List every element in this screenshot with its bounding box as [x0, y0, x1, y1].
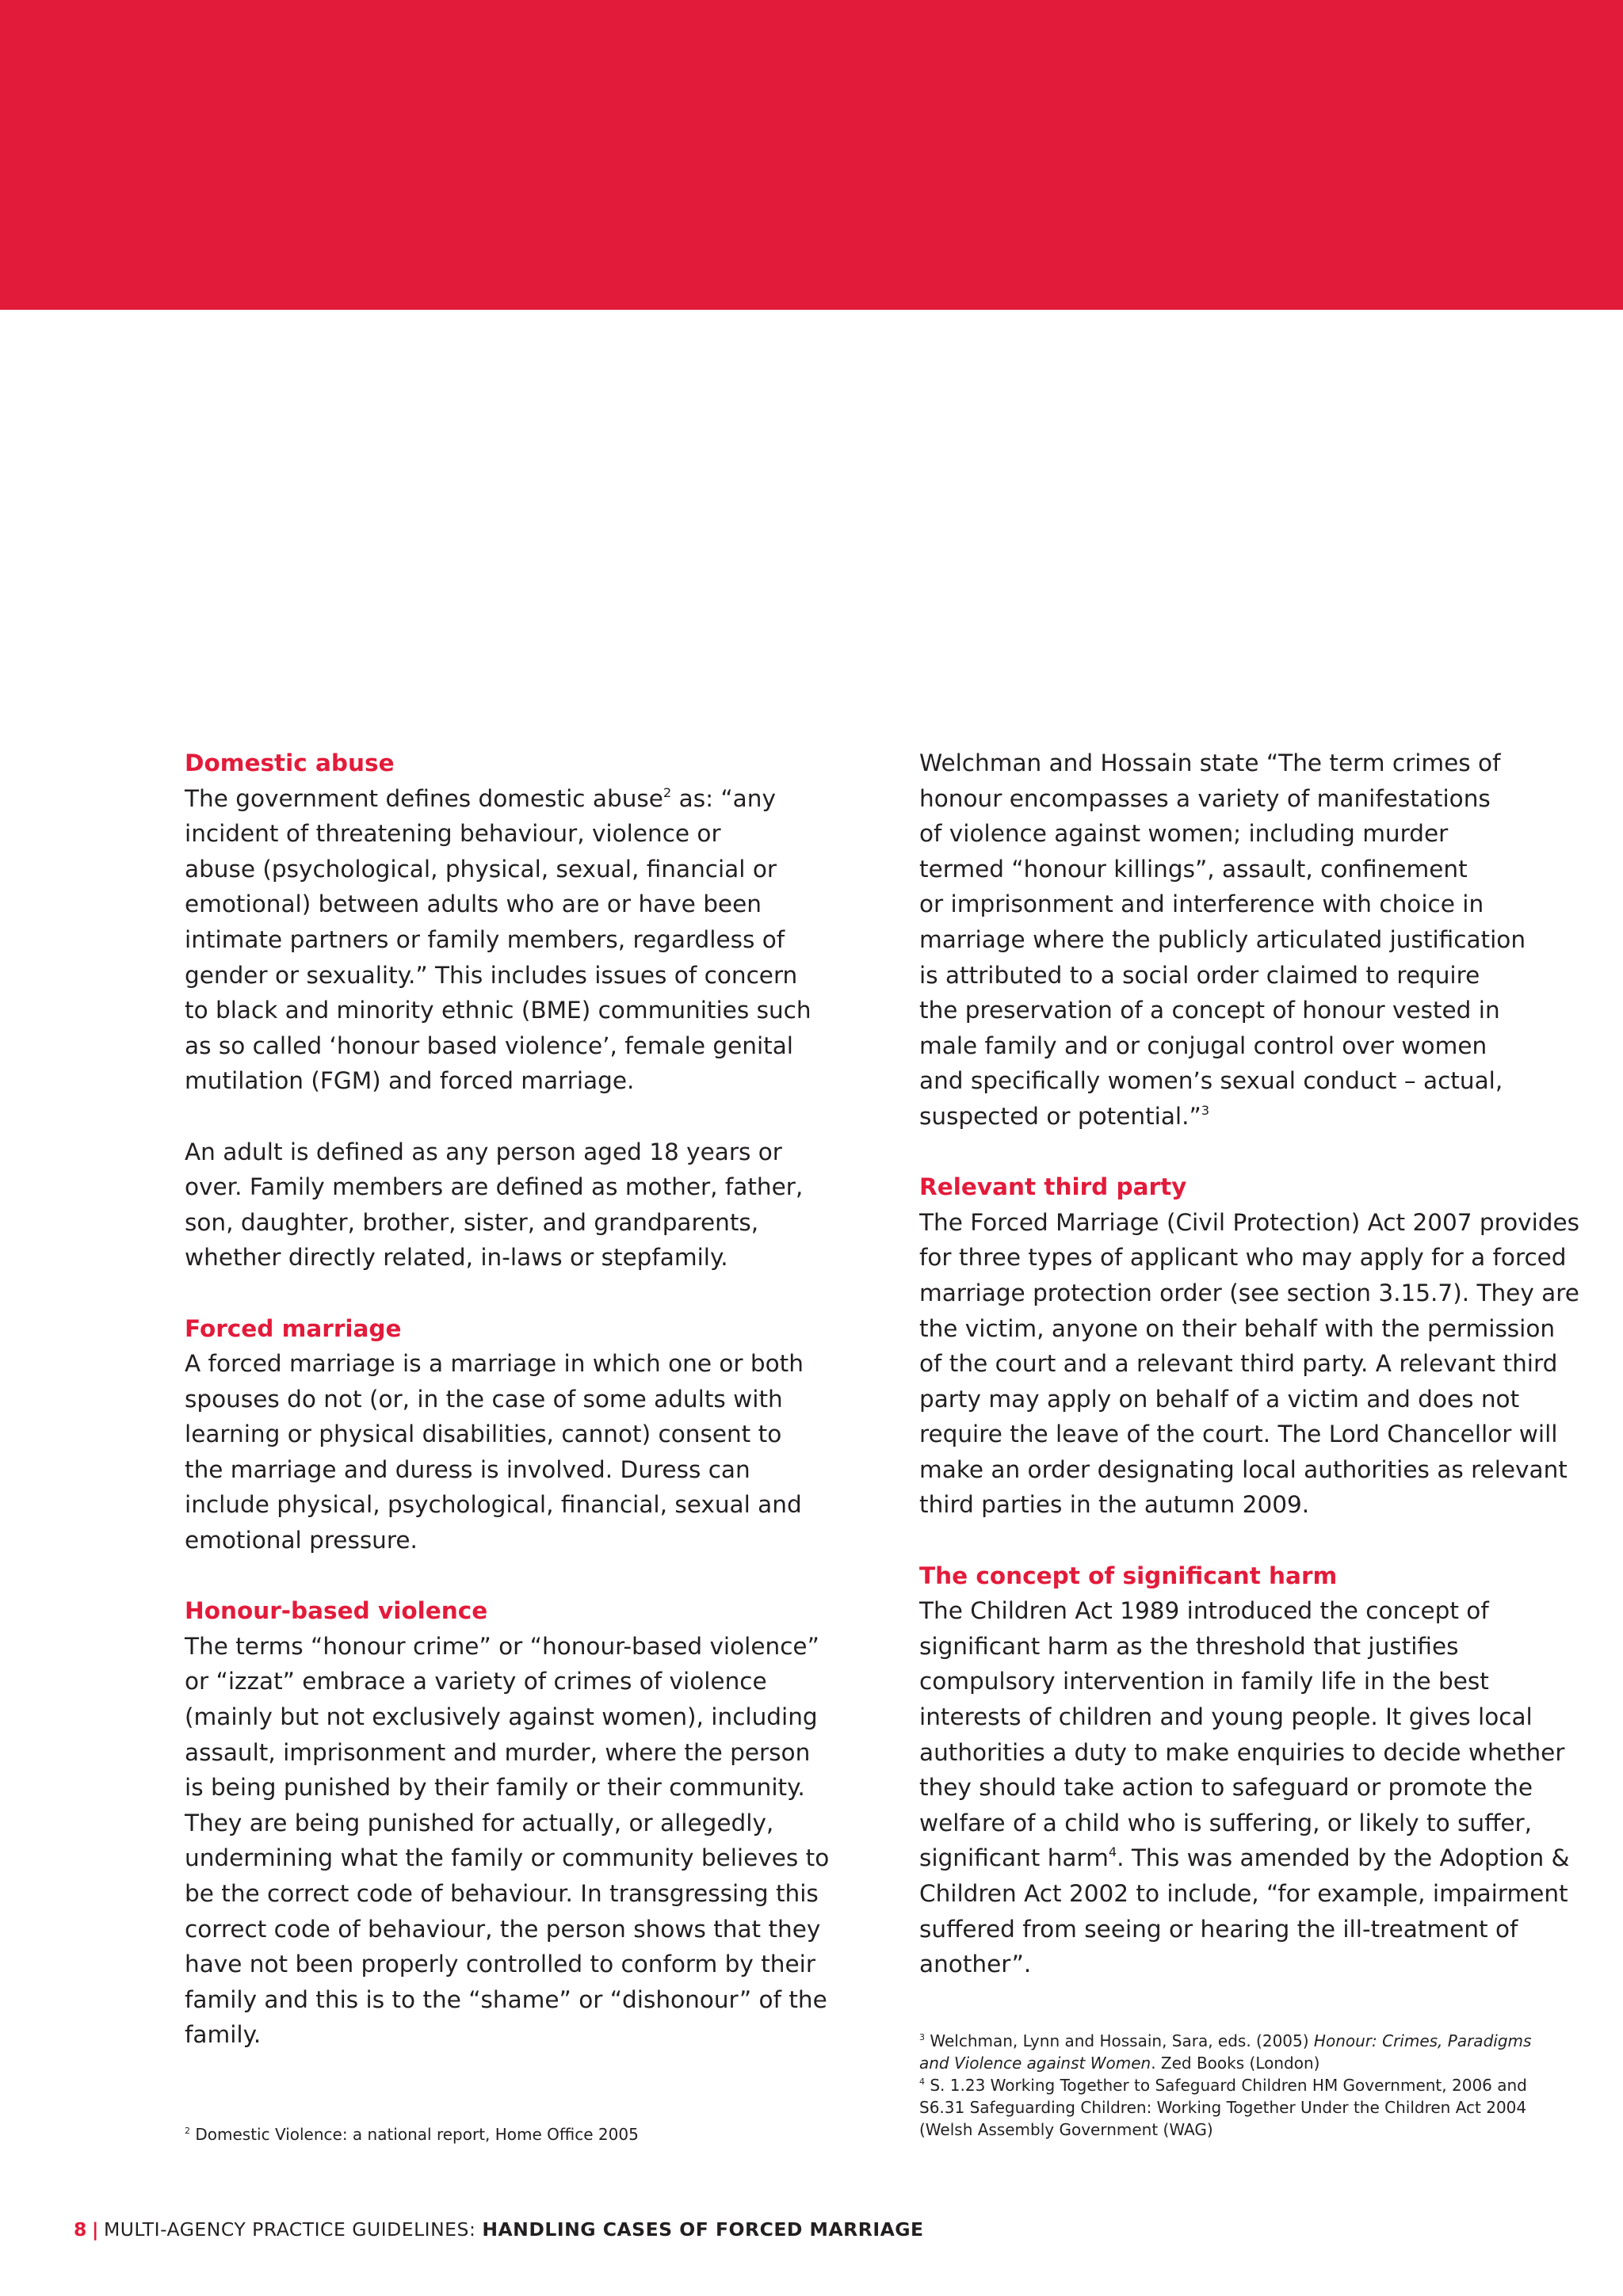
text-line: the preservation of a concept of honour vested in: [919, 997, 1500, 1024]
text-line: emotional pressure.: [185, 1527, 418, 1554]
paragraph-honour-based-violence: [185, 1629, 830, 2053]
footnote-number: 3: [919, 2031, 925, 2042]
heading-honour-based-violence: Honour-based violence: [185, 1597, 488, 1625]
text-line: include physical, psychological, financial, sexual and: [185, 1491, 802, 1519]
paragraph-welchman-quote: [919, 746, 1553, 1135]
footnote-book-title: Honour: Crimes, Paradigms: [1313, 2031, 1532, 2050]
footnote-ref-3: 3: [1201, 1102, 1210, 1118]
text-line: suffered from seeing or hearing the ill-treatment of: [919, 1915, 1518, 1943]
text-line: gender or sexuality.” This includes issues of concern: [185, 961, 798, 989]
text-line: spouses do not (or, in the case of some adults with: [185, 1385, 783, 1413]
text-line: termed “honour killings”, assault, confinement: [919, 855, 1468, 883]
text-run: significant harm: [919, 1844, 1109, 1872]
text-line: significant harm as the threshold that justifies: [919, 1632, 1459, 1660]
text-line: is attributed to a social order claimed to require: [919, 961, 1480, 989]
text-line: (mainly but not exclusively against women), including: [185, 1703, 818, 1731]
text-line: [919, 2030, 1553, 2052]
heading-forced-marriage: Forced marriage: [185, 1314, 402, 1342]
text-line: son, daughter, brother, sister, and grandparents,: [185, 1208, 759, 1236]
footnote-number: 4: [919, 2076, 925, 2087]
text-line: [919, 1099, 1553, 1135]
footnotes-right: [919, 2030, 1553, 2141]
paragraph-significant-harm: [919, 1593, 1570, 1982]
left-column: [185, 746, 830, 2053]
right-column: [919, 746, 1580, 1982]
footer-title: HANDLING CASES OF FORCED MARRIAGE: [482, 2218, 924, 2241]
text-line: [185, 781, 819, 817]
text-line: of the court and a relevant third party. A relevant third: [919, 1350, 1558, 1378]
text-run: . This was amended by the Adoption &: [1117, 1844, 1570, 1872]
paragraph-relevant-third-party: [919, 1205, 1580, 1523]
text-run: suspected or potential.”: [919, 1102, 1201, 1130]
text-line: as so called ‘honour based violence’, female genital: [185, 1032, 793, 1059]
heading-significant-harm: The concept of significant harm: [919, 1562, 1338, 1589]
text-line: of violence against women; including murder: [919, 820, 1449, 848]
text-line: male family and or conjugal control over women: [919, 1032, 1487, 1059]
text-line: interests of children and young people. It gives local: [919, 1703, 1533, 1731]
text-line: to black and minority ethnic (BME) communities such: [185, 997, 812, 1024]
text-line: The Forced Marriage (Civil Protection) Act 2007 provides: [919, 1208, 1580, 1236]
footnote-text: Domestic Violence: a national report, Home Office 2005: [195, 2125, 639, 2144]
text-line: Children Act 2002 to include, “for example, impairment: [919, 1880, 1568, 1907]
text-line: authorities a duty to make enquiries to decide whether: [919, 1738, 1565, 1766]
header-banner: [0, 0, 1623, 310]
text-line: marriage where the publicly articulated justification: [919, 925, 1526, 953]
text-line: compulsory intervention in family life in the best: [919, 1668, 1489, 1695]
footnote-text: Welchman, Lynn and Hossain, Sara, eds. (2005): [930, 2031, 1314, 2050]
text-line: over. Family members are defined as mother, father,: [185, 1173, 804, 1201]
text-line: family.: [185, 2021, 262, 2049]
text-line: require the leave of the court. The Lord Chancellor will: [919, 1421, 1558, 1448]
text-line: and specifically women’s sexual conduct – actual,: [919, 1067, 1503, 1095]
text-run: The government defines domestic abuse: [185, 784, 663, 812]
text-line: the victim, anyone on their behalf with the permission: [919, 1314, 1556, 1342]
page-number: 8: [74, 2218, 87, 2241]
text-line: make an order designating local authorities as relevant: [919, 1455, 1568, 1483]
text-line: emotional) between adults who are or have been: [185, 891, 762, 918]
text-line: third parties in the autumn 2009.: [919, 1491, 1310, 1519]
heading-domestic-abuse: Domestic abuse: [185, 749, 395, 776]
text-line: whether directly related, in-laws or stepfamily.: [185, 1244, 728, 1272]
text-line: intimate partners or family members, regardless of: [185, 925, 785, 953]
text-line: or “izzat” embrace a variety of crimes of violence: [185, 1668, 767, 1695]
text-line: they should take action to safeguard or promote the: [919, 1774, 1533, 1802]
heading-relevant-third-party: Relevant third party: [919, 1173, 1187, 1201]
footnote-2: [185, 2123, 819, 2145]
text-line: undermining what the family or community believes to: [185, 1844, 830, 1872]
footer-separator: |: [91, 2218, 99, 2241]
text-line: assault, imprisonment and murder, where the person: [185, 1738, 811, 1766]
text-line: They are being punished for actually, or allegedly,: [185, 1809, 774, 1836]
text-line: [919, 2052, 1553, 2074]
paragraph-adult-definition: [185, 1135, 819, 1276]
text-line: have not been properly controlled to conform by their: [185, 1951, 815, 1978]
text-line: [185, 2123, 819, 2145]
text-line: learning or physical disabilities, cannot) consent to: [185, 1421, 782, 1448]
page-footer: [74, 2218, 924, 2241]
text-line: be the correct code of behaviour. In transgressing this: [185, 1880, 819, 1907]
footer-series: MULTI-AGENCY PRACTICE GUIDELINES:: [103, 2218, 483, 2241]
footnote-4: [919, 2074, 1553, 2141]
text-line: The Children Act 1989 introduced the concept of: [919, 1597, 1489, 1625]
text-line: The terms “honour crime” or “honour-based violence”: [185, 1632, 819, 1660]
paragraph-forced-marriage: [185, 1346, 819, 1558]
text-run: as: “any: [671, 784, 776, 812]
text-line: or imprisonment and interference with choice in: [919, 891, 1484, 918]
text-line: mutilation (FGM) and forced marriage.: [185, 1067, 635, 1095]
text-line: (Welsh Assembly Government (WAG): [919, 2120, 1213, 2139]
text-line: abuse (psychological, physical, sexual, financial or: [185, 855, 777, 883]
text-line: [919, 1840, 1570, 1876]
text-line: An adult is defined as any person aged 18 years or: [185, 1138, 782, 1165]
text-line: incident of threatening behaviour, violence or: [185, 820, 721, 848]
text-line: is being punished by their family or their community.: [185, 1774, 805, 1802]
footnote-3: [919, 2030, 1553, 2074]
text-line: the marriage and duress is involved. Duress can: [185, 1455, 750, 1483]
paragraph-domestic-abuse-definition: [185, 781, 819, 1099]
footnote-ref-4: 4: [1108, 1844, 1117, 1860]
text-line: honour encompasses a variety of manifestations: [919, 784, 1491, 812]
text-line: family and this is to the “shame” or “dishonour” of the: [185, 1985, 827, 2013]
footnote-number: 2: [185, 2125, 190, 2136]
text-line: another”.: [919, 1951, 1032, 1978]
footnote-text: S. 1.23 Working Together to Safeguard Children HM Government, 2006 and: [930, 2076, 1527, 2095]
footnote-text: . Zed Books (London): [1151, 2054, 1320, 2073]
footnote-ref-2: 2: [663, 784, 672, 800]
text-line: S6.31 Safeguarding Children: Working Together Under the Children Act 2004: [919, 2098, 1527, 2117]
text-line: welfare of a child who is suffering, or likely to suffer,: [919, 1809, 1533, 1836]
footnote-book-title: and Violence against Women: [919, 2054, 1151, 2073]
text-line: correct code of behaviour, the person shows that they: [185, 1915, 821, 1943]
text-line: Welchman and Hossain state “The term crimes of: [919, 749, 1501, 776]
text-line: marriage protection order (see section 3.15.7). They are: [919, 1279, 1579, 1306]
text-line: party may apply on behalf of a victim and does not: [919, 1385, 1520, 1413]
text-line: A forced marriage is a marriage in which one or both: [185, 1350, 804, 1378]
text-line: for three types of applicant who may apply for a forced: [919, 1244, 1567, 1272]
text-line: [919, 2074, 1553, 2096]
